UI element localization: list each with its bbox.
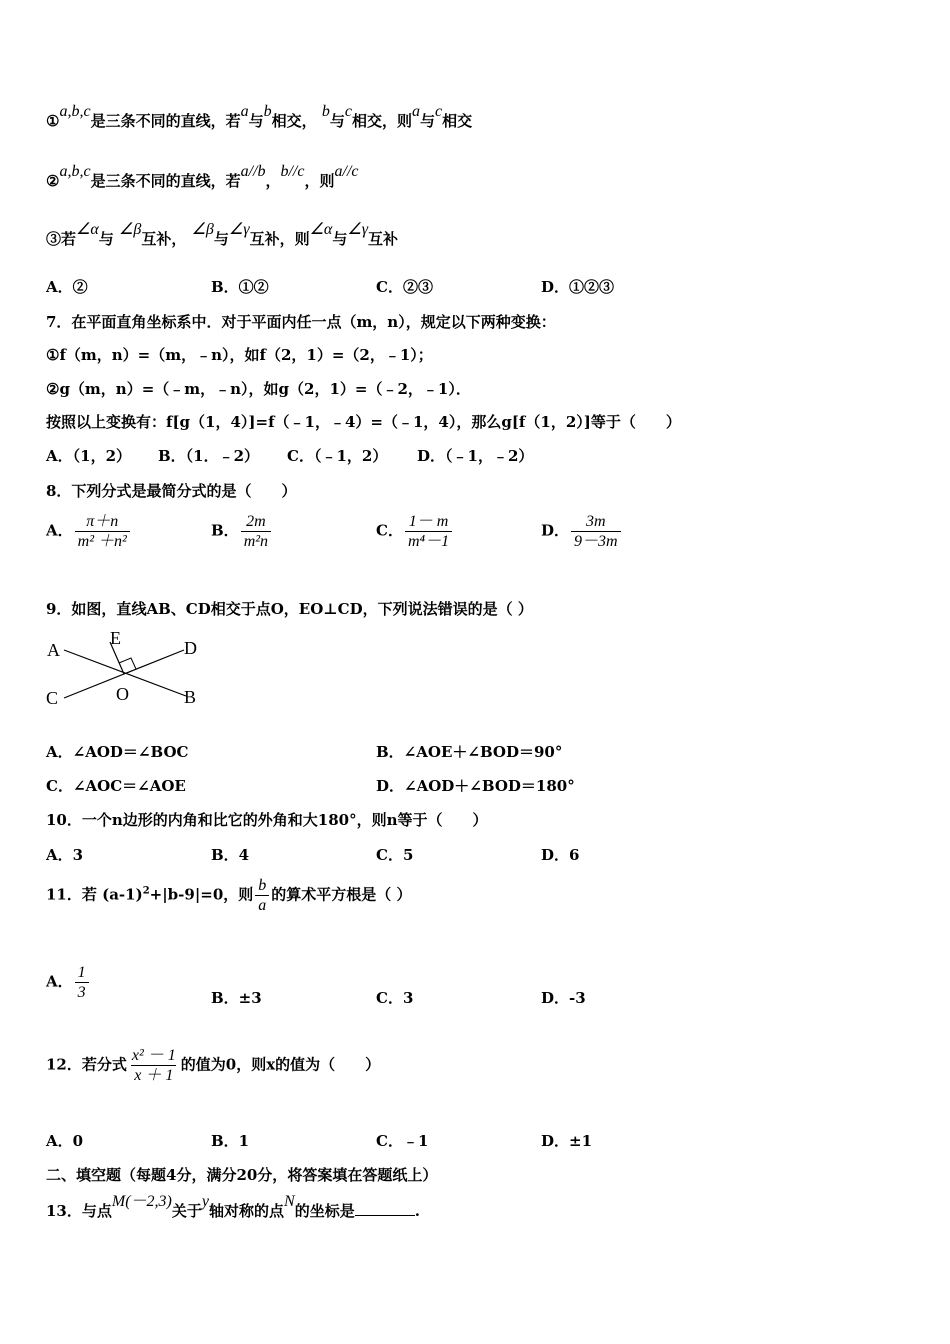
q8-fraction-b: $\frac{2m}{\text{m²n}}$ bbox=[241, 512, 271, 551]
q7-stem: 7．在平面直角坐标系中．对于平面内任一点（m，n），规定以下两种变换： bbox=[46, 313, 556, 331]
q11-option-b[interactable]: B．±3 bbox=[211, 989, 262, 1007]
q11-fraction: $\frac{b}{a}$ bbox=[255, 876, 269, 915]
q12-fraction: $\frac{\text{x² － 1}}{x + 1}$ bbox=[131, 1047, 176, 1084]
q9-option-b[interactable]: B．∠AOE＋∠BOD＝90° bbox=[376, 743, 563, 761]
q10-option-a[interactable]: A．3 bbox=[46, 846, 84, 864]
q12-option-d[interactable]: D．±1 bbox=[541, 1132, 593, 1150]
q9-stem: 9．如图，直线AB、CD相交于点O，EO⊥CD，下列说法错误的是（ ） bbox=[46, 600, 533, 618]
q11-stem: 11．若 $(a-1)^2+|b-9|=0$，则 $\frac{b}{a}$ 的算术平方根是（ ） bbox=[46, 877, 412, 914]
label-a: A bbox=[47, 640, 60, 660]
q10-option-c[interactable]: C．5 bbox=[376, 846, 414, 864]
q8-option-a[interactable]: A． $\frac{\pi+n}{\text{m² ＋n²}}$ bbox=[46, 512, 132, 551]
q9-figure bbox=[44, 628, 214, 708]
q6-statement-2: ②a,b,c是三条不同的直线，若a//b，b//c，则a//c bbox=[46, 163, 359, 190]
label-e: E bbox=[110, 628, 121, 648]
q7-option-d[interactable]: D．（﹣1，﹣2） bbox=[417, 447, 534, 465]
q12-stem: 12．若分式 $\frac{\text{x² － 1}}{x + 1}$ 的值为0，则x的值为（ ） bbox=[46, 1047, 381, 1084]
section-2-heading: 二、填空题（每题4分，满分20分，将答案填在答题纸上） bbox=[46, 1166, 438, 1184]
q8-option-d[interactable]: D． $\frac{3m}{9-3m}$ bbox=[541, 512, 623, 551]
q8-option-b[interactable]: B． $\frac{2m}{\text{m²n}}$ bbox=[211, 512, 273, 551]
q6-statement-1: ①a,b,c是三条不同的直线，若a与b相交， b与c相交，则a与c相交 bbox=[46, 103, 473, 130]
q9-option-c[interactable]: C．∠AOC＝∠AOE bbox=[46, 777, 186, 795]
q7-rule-2: ②g（m，n）=（﹣m，﹣n），如g（2，1）=（﹣2，﹣1）． bbox=[46, 380, 471, 398]
label-b: B bbox=[184, 687, 197, 707]
q8-fraction-d: $\frac{3m}{9-3m}$ bbox=[571, 512, 621, 551]
q6-statement-3: ③若∠α与 ∠β互补， ∠β与∠γ互补，则∠α与∠γ互补 bbox=[46, 221, 399, 248]
label-o: O bbox=[116, 684, 129, 704]
q10-option-b[interactable]: B．4 bbox=[211, 846, 250, 864]
q13-answer-blank[interactable] bbox=[355, 1203, 415, 1216]
label-d: D bbox=[184, 638, 197, 658]
q7-option-b[interactable]: B．（1．﹣2） bbox=[158, 447, 260, 465]
q13-stem: 13．与点M(－2,3)关于y轴对称的点N的坐标是 . bbox=[46, 1193, 420, 1220]
q7-option-c[interactable]: C．（﹣1，2） bbox=[287, 447, 388, 465]
q11-option-c[interactable]: C．3 bbox=[376, 989, 414, 1007]
q7-option-a[interactable]: A．（1，2） bbox=[46, 447, 132, 465]
q6-option-c[interactable]: C．②③ bbox=[376, 278, 433, 296]
q11-option-a[interactable]: A． $\frac{1}{3}$ bbox=[46, 963, 91, 1002]
q10-option-d[interactable]: D．6 bbox=[541, 846, 580, 864]
q8-fraction-c: $\frac{1- m}{\text{m⁴－1}}$ bbox=[405, 512, 452, 551]
q8-fraction-a: $\frac{\pi+n}{\text{m² ＋n²}}$ bbox=[75, 512, 130, 551]
q12-option-c[interactable]: C．﹣1 bbox=[376, 1132, 429, 1150]
q6-option-b[interactable]: B．①② bbox=[211, 278, 269, 296]
q12-option-a[interactable]: A．0 bbox=[46, 1132, 84, 1150]
q6-option-a[interactable]: A．② bbox=[46, 278, 88, 296]
q12-option-b[interactable]: B．1 bbox=[211, 1132, 250, 1150]
q9-option-d[interactable]: D．∠AOD＋∠BOD＝180° bbox=[376, 777, 575, 795]
q11-option-d[interactable]: D．-3 bbox=[541, 989, 586, 1007]
q8-stem: 8．下列分式是最简分式的是（ ） bbox=[46, 482, 297, 500]
q6-option-d[interactable]: D．①②③ bbox=[541, 278, 615, 296]
q9-option-a[interactable]: A．∠AOD＝∠BOC bbox=[46, 743, 189, 761]
q11-option-a-fraction: $\frac{1}{3}$ bbox=[75, 963, 89, 1002]
q8-option-c[interactable]: C． $\frac{1- m}{\text{m⁴－1}}$ bbox=[376, 512, 454, 551]
q7-rule-1: ①f（m，n）=（m，﹣n），如f（2，1）=（2，﹣1）； bbox=[46, 346, 433, 364]
label-c: C bbox=[46, 688, 59, 708]
q10-stem: 10．一个n边形的内角和比它的外角和大180°，则n等于（ ） bbox=[46, 811, 488, 829]
q7-rule-3: 按照以上变换有：f[g（1，4）]=f（﹣1，﹣4）=（﹣1，4），那么g[f（1，2）]等于（ ） bbox=[46, 413, 681, 431]
